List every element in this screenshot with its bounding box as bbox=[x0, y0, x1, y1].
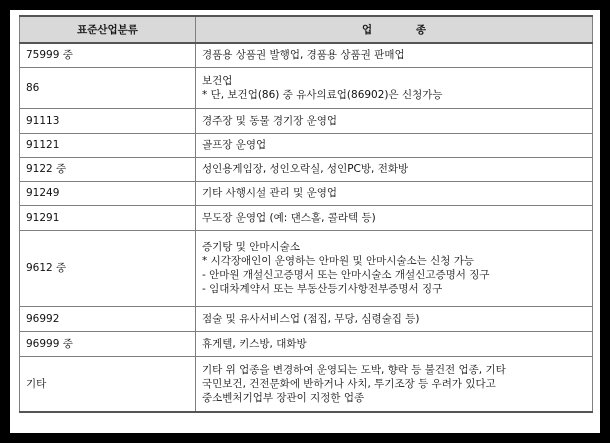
industry-code: 9122 중 bbox=[20, 157, 196, 181]
industry-description bbox=[196, 67, 593, 108]
industry-description bbox=[196, 331, 593, 356]
industry-code: 91249 bbox=[20, 181, 196, 205]
table-row bbox=[20, 133, 593, 157]
description-line: 점술 및 유사서비스업 (점집, 무당, 심령술집 등) bbox=[202, 312, 420, 325]
restricted-industry-table bbox=[19, 15, 593, 413]
table-row bbox=[20, 108, 593, 133]
industry-description bbox=[196, 43, 593, 67]
table-row bbox=[20, 230, 593, 306]
description-line: - 안마원 개설신고증명서 또는 안마시술소 개설신고증명서 징구 bbox=[202, 269, 490, 281]
industry-description bbox=[196, 133, 593, 157]
industry-code: 9612 중 bbox=[20, 230, 196, 306]
description-line: 기타 사행시설 관리 및 운영업 bbox=[202, 187, 338, 199]
table-row bbox=[20, 205, 593, 230]
industry-code: 96992 bbox=[20, 306, 196, 331]
table-header-row bbox=[20, 16, 593, 43]
description-line: 경주장 및 동물 경기장 운영업 bbox=[202, 114, 338, 127]
industry-description bbox=[196, 181, 593, 205]
industry-description bbox=[196, 306, 593, 331]
industry-code: 96999 중 bbox=[20, 331, 196, 356]
description-line: 경품용 상품권 발행업, 경품용 상품권 판매업 bbox=[202, 49, 405, 62]
table-row bbox=[20, 306, 593, 331]
industry-code: 86 bbox=[20, 67, 196, 108]
industry-code: 91113 bbox=[20, 108, 196, 133]
industry-description bbox=[196, 205, 593, 230]
description-line: 국민보건, 건전문화에 반하거나 사치, 투기조장 등 우려가 있다고 bbox=[202, 377, 496, 390]
industry-description bbox=[196, 230, 593, 306]
description-line: 휴게텔, 키스방, 대화방 bbox=[202, 337, 307, 350]
industry-description bbox=[196, 108, 593, 133]
description-line: 보건업 bbox=[202, 74, 233, 87]
industry-code: 91121 bbox=[20, 133, 196, 157]
industry-code: 기타 bbox=[20, 356, 196, 412]
description-line: 골프장 운영업 bbox=[202, 139, 267, 151]
description-line: - 임대차계약서 또는 부동산등기사항전부증명서 징구 bbox=[202, 283, 443, 295]
industry-code: 75999 중 bbox=[20, 43, 196, 67]
document-frame bbox=[10, 10, 600, 433]
industry-description bbox=[196, 356, 593, 412]
description-line: * 단, 보건업(86) 중 유사의료업(86902)은 신청가능 bbox=[202, 88, 443, 101]
description-line: 성인용게임장, 성인오락실, 성인PC방, 전화방 bbox=[202, 163, 409, 175]
table-row bbox=[20, 331, 593, 356]
header-code: 표준산업분류 bbox=[20, 16, 196, 43]
table-row bbox=[20, 356, 593, 412]
table-row bbox=[20, 181, 593, 205]
table-row bbox=[20, 157, 593, 181]
description-line: * 시각장애인이 운영하는 안마원 및 안마시술소는 신청 가능 bbox=[202, 255, 475, 267]
industry-code: 91291 bbox=[20, 205, 196, 230]
table-row bbox=[20, 67, 593, 108]
table-row bbox=[20, 43, 593, 67]
industry-description bbox=[196, 157, 593, 181]
description-line: 기타 위 업종을 변경하여 운영되는 도박, 향락 등 불건전 업종, 기타 bbox=[202, 363, 506, 376]
description-line: 무도장 운영업 (예: 댄스홀, 콜라텍 등) bbox=[202, 211, 376, 224]
description-line: 증기탕 및 안마시술소 bbox=[202, 241, 300, 253]
description-line: 중소벤처기업부 장관이 지정한 업종 bbox=[202, 391, 365, 404]
header-industry: 업 종 bbox=[196, 16, 593, 43]
